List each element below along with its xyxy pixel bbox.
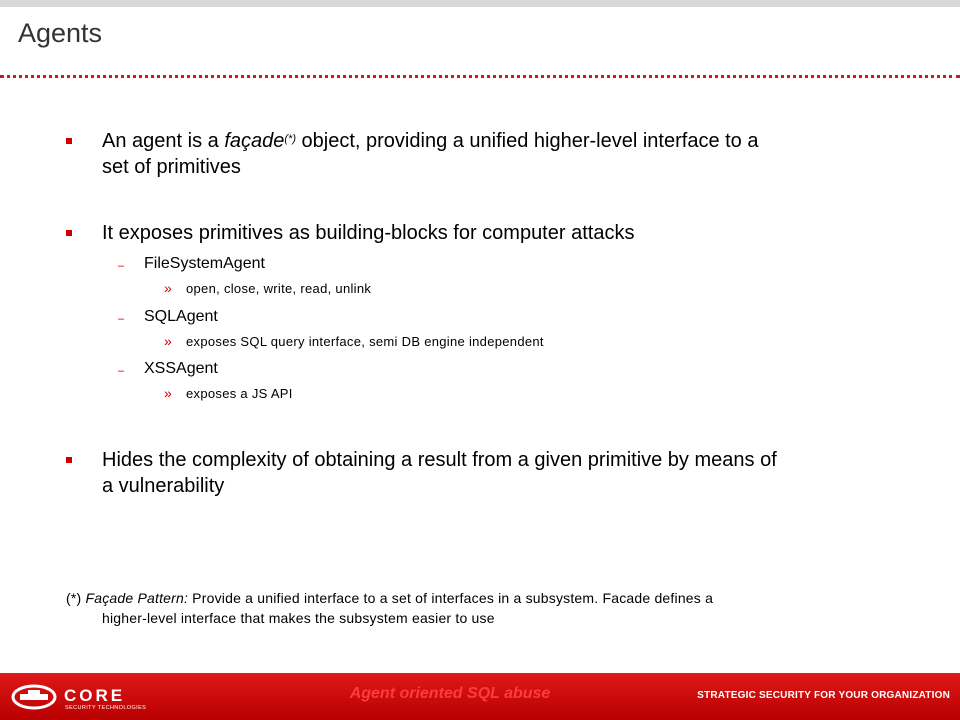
- dash-icon: –: [118, 260, 125, 272]
- footer-title: Agent oriented SQL abuse: [349, 685, 551, 702]
- footer-bar: [0, 673, 960, 720]
- square-bullet-icon: [66, 230, 72, 236]
- dash-icon: –: [118, 313, 125, 325]
- guillemet-icon: »: [164, 333, 172, 349]
- bullet-1-text: An agent is a façade(*) object, providing a unified higher-level interface to a set of primitives: [102, 130, 759, 178]
- title-divider: [0, 75, 960, 78]
- guillemet-icon: »: [164, 385, 172, 401]
- logo-wordmark: CORE: [64, 686, 126, 705]
- top-bar: [0, 0, 960, 7]
- bullet-2-text: It exposes primitives as building-blocks for computer attacks: [102, 222, 635, 244]
- guillemet-icon: »: [164, 280, 172, 296]
- square-bullet-icon: [66, 457, 72, 463]
- footnote: (*) Façade Pattern: Provide a unified interface to a set of interfaces in a subsystem. Facade defines a higher-level interface that makes the subsystem easier to use: [66, 590, 714, 626]
- core-logo: [10, 683, 170, 711]
- logo-subtext: SECURITY TECHNOLOGIES: [65, 705, 147, 711]
- slide-title: Agents: [18, 18, 103, 48]
- footer-tagline: STRATEGIC SECURITY FOR YOUR ORGANIZATION: [697, 690, 950, 701]
- bullet-3-text: Hides the complexity of obtaining a result from a given primitive by means of a vulnerability: [102, 449, 777, 497]
- square-bullet-icon: [66, 138, 72, 144]
- dash-icon: –: [118, 365, 125, 377]
